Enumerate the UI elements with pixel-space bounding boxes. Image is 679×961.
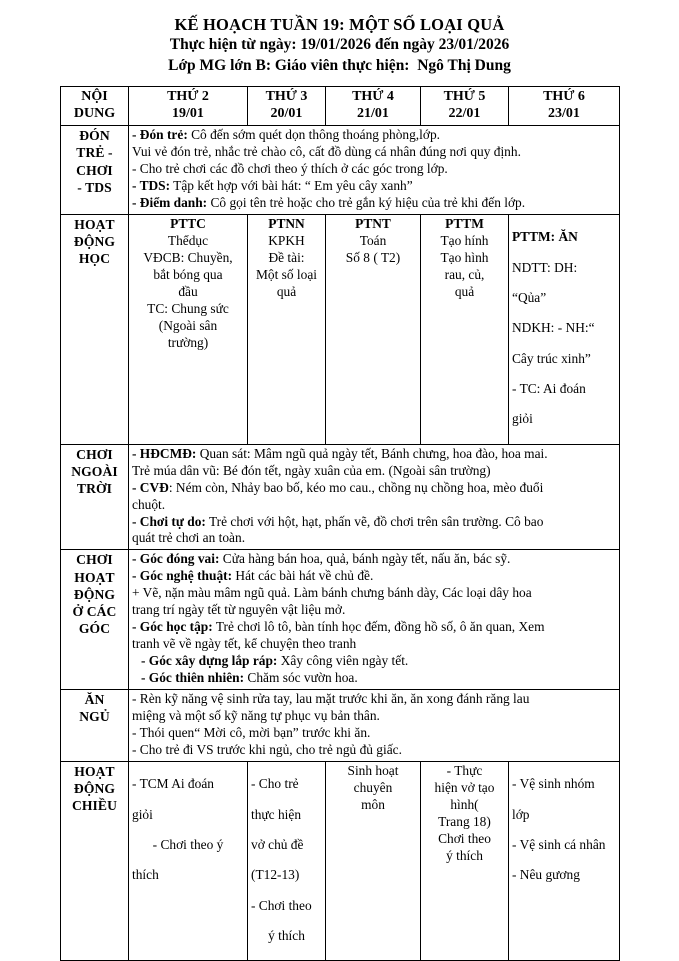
content-line-label: - Đón trẻ: <box>132 127 188 143</box>
content-line: trang trí ngày tết từ nguyên vật liệu mở. <box>132 602 346 618</box>
cell-line: Số 8 ( T2) <box>345 249 401 265</box>
cell-line: Đề tài: <box>268 249 305 265</box>
row-label-hoat-dong-hoc <box>61 214 129 444</box>
document-header <box>0 0 679 76</box>
cell-line: giỏi <box>512 411 533 427</box>
cell-line: bắt bóng qua <box>153 266 223 282</box>
cell-line: Tạo hính <box>440 232 489 248</box>
cell-line: “Qủa” <box>512 289 547 305</box>
cell-hoat-dong-hoc-thu-6 <box>509 214 620 444</box>
cell-line: NDTT: DH: <box>512 259 578 275</box>
content-line: - Cho trẻ đi VS trước khi ngủ, cho trẻ ngủ đủ giấc. <box>132 741 402 757</box>
content-line: - Chơi tự do: Trẻ chơi với hột, hạt, phấn vẽ, đồ chơi trên sân trường. Cô bao <box>132 513 544 529</box>
weekly-plan-table <box>60 86 620 961</box>
row-label-hoat-dong-chieu <box>61 761 129 960</box>
content-line-label: - Góc đóng vai: <box>132 551 220 567</box>
content-line: - Góc thiên nhiên: Chăm sóc vườn hoa. <box>141 670 358 686</box>
cell-heading: PTTM: ĂN <box>512 229 578 245</box>
row-label-line: CHƠI <box>76 552 113 568</box>
content-line: - Góc xây dựng lắp ráp: Xây công viên ngày tết. <box>141 653 409 669</box>
content-line: - Rèn kỹ năng vệ sinh rửa tay, lau mặt trước khi ăn, ăn xong đánh răng lau <box>132 691 530 707</box>
cell-line: ý thích <box>268 927 305 943</box>
content-line: - TDS: Tập kết hợp với bài hát: “ Em yêu cây xanh” <box>132 177 413 193</box>
cell-hoat-dong-hoc-thu-3 <box>248 214 326 444</box>
cell-hoat-dong-chieu-thu-4 <box>326 761 421 960</box>
page-title: KẾ HOẠCH TUẦN 19: MỘT SỐ LOẠI QUẢ <box>174 15 505 34</box>
content-line: miệng và một số kỹ năng tự phục vụ bản thân. <box>132 707 380 723</box>
cell-line: rau, củ, <box>444 266 485 282</box>
row-content-don-tre <box>129 126 620 215</box>
table-row-an-ngu <box>61 690 620 762</box>
cell-hoat-dong-hoc-thu-2 <box>129 214 248 444</box>
row-label-line: Ở CÁC <box>72 603 117 619</box>
row-label-line: NGOÀI <box>71 463 118 479</box>
content-line-label: - Điểm danh: <box>132 194 208 210</box>
column-header-thu-5: THỨ 5 22/01 <box>421 86 509 125</box>
cell-line: lớp <box>512 806 530 822</box>
row-label-line: ĐÓN <box>79 128 110 144</box>
cell-hoat-dong-chieu-thu-6 <box>509 761 620 960</box>
cell-heading: PTNT <box>355 215 391 231</box>
row-label-line: CHƠI <box>76 162 113 178</box>
row-label-choi-ngoai-troi <box>61 444 129 550</box>
cell-line: thích <box>132 867 159 883</box>
cell-line: - Chơi theo <box>251 897 312 913</box>
cell-line: vở chủ đề <box>251 836 304 852</box>
row-label-line: HỌC <box>78 251 111 267</box>
cell-line: quả <box>454 283 475 299</box>
row-content-an-ngu <box>129 690 620 762</box>
row-label-line: - TDS <box>77 179 112 195</box>
table-row-choi-ngoai-troi <box>61 444 620 550</box>
cell-line: hình( <box>450 796 479 812</box>
column-header-thu-3: THỨ 3 20/01 <box>248 86 326 125</box>
content-line: - Đón trẻ: Cô đến sớm quét dọn thông thoáng phòng,lớp. <box>132 127 440 143</box>
content-line: - Cho trẻ chơi các đồ chơi theo ý thích ở các góc trong lớp. <box>132 161 448 177</box>
cell-line: NDKH: - NH:“ <box>512 320 595 336</box>
cell-line: đầu <box>178 283 198 299</box>
content-line-label: - Góc học tập: <box>132 619 213 635</box>
cell-line: TC: Chung sức <box>147 300 229 316</box>
cell-line: Thểdục <box>167 232 209 248</box>
cell-line: ý thích <box>446 847 483 863</box>
row-label-line: HOẠT <box>74 763 115 779</box>
row-label-line: HOẠT <box>74 216 115 232</box>
row-label-line: GÓC <box>78 621 111 637</box>
column-header-thu-4: THỨ 4 21/01 <box>326 86 421 125</box>
content-line: + Vẽ, nặn màu mâm ngũ quả. Làm bánh chưng bánh dày, Các loại dây hoa <box>132 585 532 601</box>
content-line: tranh vẽ về ngày tết, kể chuyện theo tranh <box>132 636 357 652</box>
row-label-line: ĐỘNG <box>73 781 116 797</box>
cell-hoat-dong-hoc-thu-4 <box>326 214 421 444</box>
cell-line: - TC: Ai đoán <box>512 381 586 396</box>
cell-line: chuyên <box>353 779 393 795</box>
cell-line: - Nêu gương <box>512 867 580 883</box>
content-line-label: - HĐCMĐ: <box>132 445 197 461</box>
content-line-label: - Góc nghệ thuật: <box>132 568 233 584</box>
content-line-label: - Góc xây dựng lắp ráp: <box>141 653 278 669</box>
cell-line: Sinh hoạt <box>347 762 399 778</box>
row-label-line: TRẺ - <box>76 145 113 161</box>
content-line: quát trẻ chơi an toàn. <box>132 530 246 546</box>
cell-heading: PTTM <box>445 215 484 231</box>
row-label-choi-hoat-dong-goc <box>61 550 129 690</box>
column-header-thu-6: THỨ 6 23/01 <box>509 86 620 125</box>
row-label-line: CHIỀU <box>71 798 118 814</box>
row-label-line: NGỦ <box>79 709 110 725</box>
cell-hoat-dong-chieu-thu-5 <box>421 761 509 960</box>
cell-heading: PTNN <box>268 215 305 231</box>
date-range-line: Thực hiện từ ngày: 19/01/2026 đến ngày 23/01/2026 <box>169 36 510 54</box>
cell-line: - Cho trẻ <box>251 776 299 792</box>
cell-line: - Thực <box>446 762 483 778</box>
row-content-choi-ngoai-troi <box>129 444 620 550</box>
cell-line: (T12-13) <box>251 867 300 883</box>
content-line: - Góc học tập: Trẻ chơi lô tô, bàn tính học đếm, đồng hồ số, ô ăn quan, Xem <box>132 619 545 635</box>
cell-line: Chơi theo <box>438 830 491 846</box>
cell-hoat-dong-hoc-thu-5 <box>421 214 509 444</box>
cell-line: hiện vở tạo <box>434 779 495 795</box>
content-line: - HĐCMĐ: Quan sát: Mâm ngũ quả ngày tết, Bánh chưng, hoa đào, hoa mai. <box>132 445 548 461</box>
row-label-line: CHƠI <box>76 446 113 462</box>
content-line: - Góc nghệ thuật: Hát các bài hát về chủ đề. <box>132 568 374 584</box>
content-line: Vui vẻ đón trẻ, nhắc trẻ chào cô, cất đồ dùng cá nhân đúng nơi quy định. <box>132 144 521 160</box>
cell-line: KPKH <box>268 232 305 248</box>
cell-heading: PTTC <box>170 215 206 231</box>
cell-line: Toán <box>359 232 387 248</box>
row-label-line: ĐỘNG <box>73 234 116 250</box>
content-line: - Góc đóng vai: Cửa hàng bán hoa, quả, bánh ngày tết, nấu ăn, bác sỹ. <box>132 551 511 567</box>
content-line: Trẻ múa dân vũ: Bé đón tết, ngày xuân của em. (Ngoài sân trường) <box>132 462 491 478</box>
table-header-row <box>61 86 620 125</box>
row-label-line: TRỜI <box>76 481 113 497</box>
content-line: - Thói quen“ Mời cô, mời bạn” trước khi ăn. <box>132 724 371 740</box>
cell-line: môn <box>361 796 385 812</box>
cell-line: thực hiện <box>251 806 302 822</box>
content-line: - Điểm danh: Cô gọi tên trẻ hoặc cho trẻ gắn ký hiệu của trẻ khi đến lớp. <box>132 194 526 210</box>
cell-line: - Chơi theo ý <box>152 836 224 852</box>
cell-line: Cây trúc xinh” <box>512 350 591 366</box>
class-teacher-line: Lớp MG lớn B: Giáo viên thực hiện: Ngô Thị Dung <box>168 56 511 74</box>
table-row-hoat-dong-chieu <box>61 761 620 960</box>
table-row-don-tre <box>61 126 620 215</box>
cell-line: giỏi <box>132 806 153 822</box>
content-line-label: - Góc thiên nhiên: <box>141 670 245 686</box>
cell-line: VĐCB: Chuyền, <box>143 249 233 265</box>
cell-line: - Vệ sinh nhóm <box>512 776 595 792</box>
cell-line: Trang 18) <box>438 813 491 829</box>
table-row-choi-hoat-dong-goc <box>61 550 620 690</box>
cell-line: quả <box>276 283 297 299</box>
cell-line: - Vệ sinh cá nhân <box>512 836 606 852</box>
column-header-thu-2: THỨ 2 19/01 <box>129 86 248 125</box>
cell-line: Tạo hình <box>440 249 489 265</box>
content-line: chuột. <box>132 496 166 512</box>
content-line: - CVĐ: Ném còn, Nhảy bao bố, kéo mo cau., chồng nụ chồng hoa, mèo đuổi <box>132 479 544 495</box>
cell-hoat-dong-chieu-thu-3 <box>248 761 326 960</box>
content-line-label: - CVĐ <box>132 479 169 495</box>
cell-hoat-dong-chieu-thu-2 <box>129 761 248 960</box>
cell-line: (Ngoài sân <box>158 317 218 333</box>
row-label-line: ĐỘNG <box>73 586 116 602</box>
cell-line: trường) <box>167 334 209 350</box>
column-header-noi-dung: NỘI DUNG <box>61 86 129 125</box>
row-label-line: HOẠT <box>74 569 115 585</box>
row-label-don-tre <box>61 126 129 215</box>
cell-line: - TCM Ai đoán <box>132 776 214 792</box>
content-line-label: - Chơi tự do: <box>132 513 206 529</box>
row-label-line: ĂN <box>84 692 105 708</box>
cell-line: Một số loại <box>255 266 317 282</box>
row-label-an-ngu <box>61 690 129 762</box>
table-row-hoat-dong-hoc <box>61 214 620 444</box>
row-content-choi-hoat-dong-goc <box>129 550 620 690</box>
content-line-label: - TDS: <box>132 177 171 193</box>
